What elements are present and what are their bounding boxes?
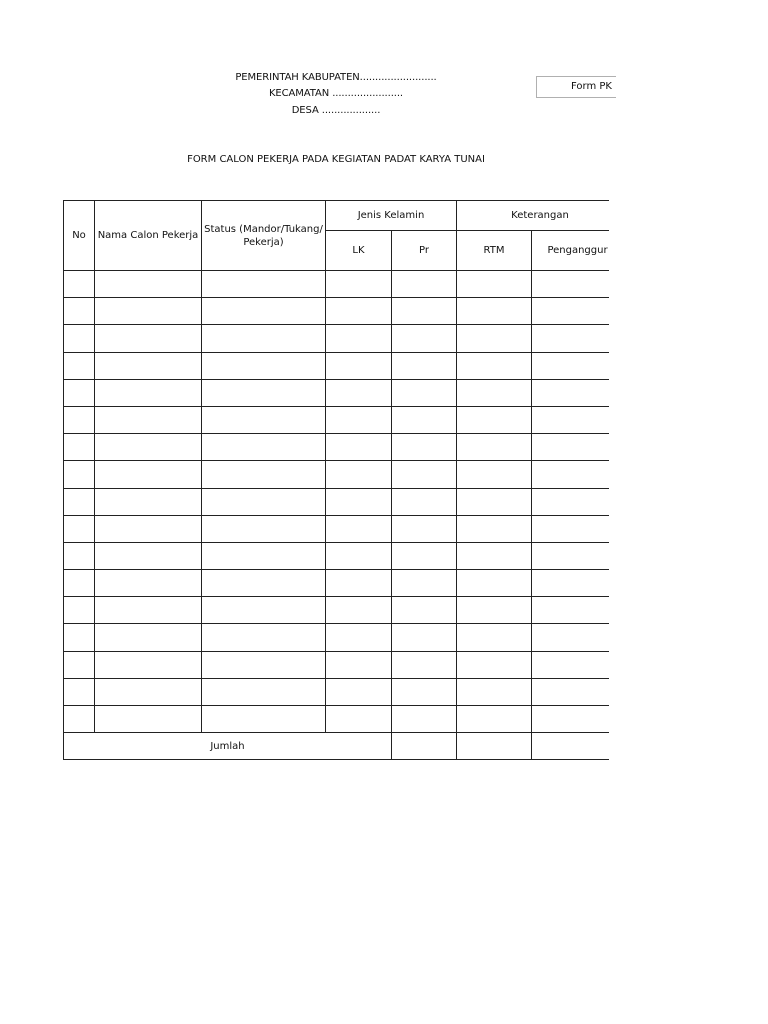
cell-no bbox=[64, 678, 95, 705]
cell-pr bbox=[392, 325, 457, 352]
cell-name bbox=[95, 461, 202, 488]
cell-unemployed bbox=[532, 651, 610, 678]
cell-rtm bbox=[457, 379, 532, 406]
cell-pr bbox=[392, 298, 457, 325]
cell-name bbox=[95, 515, 202, 542]
cell-no bbox=[64, 461, 95, 488]
cell-name bbox=[95, 271, 202, 298]
table-row bbox=[64, 379, 610, 406]
cell-unemployed bbox=[532, 624, 610, 651]
cell-status bbox=[202, 406, 326, 433]
cell-no bbox=[64, 271, 95, 298]
cell-name bbox=[95, 570, 202, 597]
cell-no bbox=[64, 570, 95, 597]
cell-name bbox=[95, 434, 202, 461]
table-row bbox=[64, 706, 610, 733]
cell-lk bbox=[326, 542, 392, 569]
cell-rtm bbox=[457, 434, 532, 461]
total-pr-cell bbox=[392, 733, 457, 760]
cell-unemployed bbox=[532, 352, 610, 379]
cell-no bbox=[64, 597, 95, 624]
government-regency-line: PEMERINTAH KABUPATEN......................... bbox=[235, 72, 437, 83]
cell-unemployed bbox=[532, 406, 610, 433]
cell-lk bbox=[326, 488, 392, 515]
cell-no bbox=[64, 325, 95, 352]
cell-unemployed bbox=[532, 461, 610, 488]
village-line: DESA ................... bbox=[291, 105, 381, 116]
header-status: Status (Mandor/Tukang/ Pekerja) bbox=[202, 201, 326, 271]
table-row bbox=[64, 597, 610, 624]
cell-pr bbox=[392, 542, 457, 569]
cell-pr bbox=[392, 488, 457, 515]
cell-name bbox=[95, 624, 202, 651]
total-label: Jumlah bbox=[64, 733, 392, 760]
table-row bbox=[64, 542, 610, 569]
table-row bbox=[64, 624, 610, 651]
cell-name bbox=[95, 325, 202, 352]
cell-pr bbox=[392, 706, 457, 733]
cell-no bbox=[64, 406, 95, 433]
cell-rtm bbox=[457, 678, 532, 705]
cell-name bbox=[95, 379, 202, 406]
cell-rtm bbox=[457, 570, 532, 597]
table-row bbox=[64, 434, 610, 461]
cell-pr bbox=[392, 406, 457, 433]
header-gender-group: Jenis Kelamin bbox=[326, 201, 457, 231]
cell-pr bbox=[392, 597, 457, 624]
cell-pr bbox=[392, 515, 457, 542]
cell-unemployed bbox=[532, 271, 610, 298]
cell-rtm bbox=[457, 298, 532, 325]
cell-lk bbox=[326, 678, 392, 705]
cell-unemployed bbox=[532, 325, 610, 352]
header-rtm: RTM bbox=[457, 231, 532, 271]
cell-rtm bbox=[457, 271, 532, 298]
cell-pr bbox=[392, 271, 457, 298]
cell-rtm bbox=[457, 597, 532, 624]
cell-rtm bbox=[457, 542, 532, 569]
cell-rtm bbox=[457, 352, 532, 379]
cell-status bbox=[202, 352, 326, 379]
header-worker-name: Nama Calon Pekerja bbox=[95, 201, 202, 271]
cell-no bbox=[64, 379, 95, 406]
cell-pr bbox=[392, 570, 457, 597]
header-lk: LK bbox=[326, 231, 392, 271]
cell-status bbox=[202, 597, 326, 624]
cell-status bbox=[202, 542, 326, 569]
cell-rtm bbox=[457, 651, 532, 678]
cell-lk bbox=[326, 706, 392, 733]
header-unemployed: Penganggur bbox=[532, 231, 610, 271]
cell-lk bbox=[326, 352, 392, 379]
cell-rtm bbox=[457, 406, 532, 433]
cell-rtm bbox=[457, 461, 532, 488]
worker-rows bbox=[64, 271, 610, 733]
cell-no bbox=[64, 651, 95, 678]
cell-pr bbox=[392, 461, 457, 488]
cell-name bbox=[95, 488, 202, 515]
table-row bbox=[64, 678, 610, 705]
worker-table-viewport bbox=[63, 200, 609, 765]
cell-unemployed bbox=[532, 542, 610, 569]
cell-pr bbox=[392, 434, 457, 461]
cell-status bbox=[202, 379, 326, 406]
total-rtm-cell bbox=[457, 733, 532, 760]
cell-lk bbox=[326, 515, 392, 542]
cell-no bbox=[64, 515, 95, 542]
cell-pr bbox=[392, 379, 457, 406]
cell-status bbox=[202, 570, 326, 597]
header-remarks-group: Keterangan bbox=[457, 201, 610, 231]
cell-no bbox=[64, 298, 95, 325]
cell-unemployed bbox=[532, 678, 610, 705]
cell-lk bbox=[326, 434, 392, 461]
cell-lk bbox=[326, 597, 392, 624]
cell-status bbox=[202, 271, 326, 298]
cell-rtm bbox=[457, 706, 532, 733]
cell-no bbox=[64, 624, 95, 651]
cell-no bbox=[64, 352, 95, 379]
cell-pr bbox=[392, 678, 457, 705]
cell-no bbox=[64, 706, 95, 733]
cell-no bbox=[64, 542, 95, 569]
cell-lk bbox=[326, 461, 392, 488]
district-line: KECAMATAN ....................... bbox=[268, 88, 404, 99]
cell-status bbox=[202, 706, 326, 733]
cell-unemployed bbox=[532, 570, 610, 597]
table-row bbox=[64, 651, 610, 678]
cell-name bbox=[95, 542, 202, 569]
cell-status bbox=[202, 624, 326, 651]
table-row bbox=[64, 488, 610, 515]
cell-status bbox=[202, 678, 326, 705]
cell-lk bbox=[326, 624, 392, 651]
cell-rtm bbox=[457, 515, 532, 542]
cell-no bbox=[64, 488, 95, 515]
cell-unemployed bbox=[532, 706, 610, 733]
cell-lk bbox=[326, 406, 392, 433]
table-row bbox=[64, 406, 610, 433]
header-pr: Pr bbox=[392, 231, 457, 271]
form-title: FORM CALON PEKERJA PADA KEGIATAN PADAT KARYA TUNAI bbox=[187, 154, 485, 165]
cell-name bbox=[95, 352, 202, 379]
cell-lk bbox=[326, 271, 392, 298]
table-row bbox=[64, 352, 610, 379]
cell-unemployed bbox=[532, 515, 610, 542]
cell-status bbox=[202, 461, 326, 488]
cell-name bbox=[95, 706, 202, 733]
total-unemployed-cell bbox=[532, 733, 610, 760]
cell-name bbox=[95, 678, 202, 705]
cell-rtm bbox=[457, 488, 532, 515]
cell-unemployed bbox=[532, 298, 610, 325]
cell-pr bbox=[392, 352, 457, 379]
cell-pr bbox=[392, 651, 457, 678]
table-row bbox=[64, 325, 610, 352]
cell-unemployed bbox=[532, 488, 610, 515]
cell-lk bbox=[326, 651, 392, 678]
cell-name bbox=[95, 298, 202, 325]
cell-status bbox=[202, 515, 326, 542]
cell-unemployed bbox=[532, 434, 610, 461]
cell-unemployed bbox=[532, 379, 610, 406]
header-no: No bbox=[64, 201, 95, 271]
table-row bbox=[64, 271, 610, 298]
cell-status bbox=[202, 298, 326, 325]
cell-status bbox=[202, 651, 326, 678]
cell-status bbox=[202, 488, 326, 515]
cell-name bbox=[95, 651, 202, 678]
cell-lk bbox=[326, 379, 392, 406]
cell-lk bbox=[326, 570, 392, 597]
cell-lk bbox=[326, 325, 392, 352]
cell-no bbox=[64, 434, 95, 461]
worker-table bbox=[63, 200, 609, 760]
cell-name bbox=[95, 406, 202, 433]
cell-rtm bbox=[457, 325, 532, 352]
table-row bbox=[64, 570, 610, 597]
cell-unemployed bbox=[532, 597, 610, 624]
cell-lk bbox=[326, 298, 392, 325]
cell-pr bbox=[392, 624, 457, 651]
cell-rtm bbox=[457, 624, 532, 651]
cell-name bbox=[95, 597, 202, 624]
table-row bbox=[64, 298, 610, 325]
cell-status bbox=[202, 434, 326, 461]
cell-status bbox=[202, 325, 326, 352]
table-row bbox=[64, 515, 610, 542]
table-row bbox=[64, 461, 610, 488]
form-code-box: Form PK bbox=[536, 76, 616, 98]
